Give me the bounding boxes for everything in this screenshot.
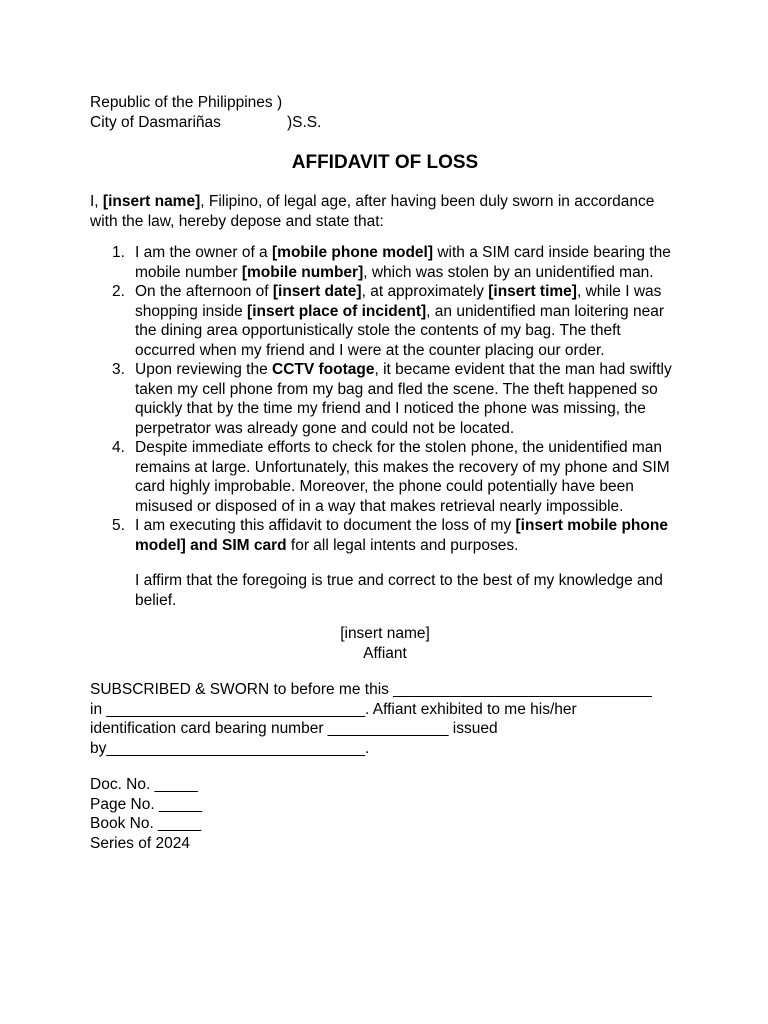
statement-number: 5. (112, 517, 125, 534)
affirmation-paragraph: I affirm that the foregoing is true and correct to the best of my knowledge and belief. (135, 572, 663, 609)
statement-item (90, 360, 680, 438)
statement-placeholder: [insert time] (488, 283, 577, 300)
jurat-line: SUBSCRIBED & SWORN to before me this ______________________________ (90, 681, 652, 698)
statement-placeholder: CCTV footage (272, 361, 375, 378)
intro-paragraph (90, 192, 680, 231)
statement-text: , which was stolen by an unidentified man. (363, 263, 654, 281)
statement-item (90, 438, 680, 516)
statement-placeholder: [insert mobile phone model] and SIM card (135, 517, 668, 554)
jurat-line: in ______________________________. Affiant exhibited to me his/her (90, 700, 577, 718)
statement-number: 3. (112, 361, 125, 378)
series-year: Series of 2024 (90, 834, 190, 852)
venue-country: Republic of the Philippines ) (90, 94, 283, 111)
statement-text: for all legal intents and purposes. (286, 536, 519, 554)
statement-placeholder: [insert place of incident] (247, 302, 427, 320)
statement-text: Upon reviewing the (135, 361, 272, 378)
jurat-line: identification card bearing number ______________ issued (90, 720, 498, 737)
statement-placeholder: [mobile phone model] (272, 244, 434, 261)
book-number: Book No. _____ (90, 815, 202, 832)
affidavit-document (90, 93, 680, 853)
statement-placeholder: [mobile number] (241, 263, 364, 281)
intro-name: [insert name] (102, 193, 201, 210)
notarial-register-block (90, 775, 680, 853)
statement-text: I am executing this affidavit to document the loss of my (135, 517, 516, 534)
statement-item (90, 243, 680, 282)
statement-text: , at approximately (361, 283, 489, 300)
signature-name: [insert name] (340, 625, 430, 642)
venue-block (90, 93, 680, 132)
statement-text: I am the owner of a (135, 244, 272, 261)
statement-text: On the afternoon of (135, 283, 273, 300)
signature-role: Affiant (363, 644, 407, 662)
document-title: AFFIDAVIT OF LOSS (291, 152, 479, 173)
venue-ss: )S.S. (287, 113, 322, 131)
statement-number: 4. (112, 439, 125, 456)
statement-number: 1. (112, 244, 125, 261)
page-number: Page No. _____ (90, 795, 203, 813)
statement-item (90, 516, 680, 555)
statement-number: 2. (112, 283, 125, 300)
intro-pre: I, (90, 193, 103, 210)
statement-placeholder: [insert date] (272, 283, 362, 300)
statement-text: , it became evident that the man had swiftly taken my cell phone from my bag and fled the scene. The theft happened so quickly that by the time my friend and I noticed the phone was missing, the perpetrator was already gone and could not be located. (135, 361, 672, 437)
statement-item (90, 282, 680, 360)
intro-post: , Filipino, of legal age, after having been duly sworn in accordance with the law, hereby depose and state that: (90, 193, 655, 230)
statement-list (90, 243, 680, 555)
venue-city: City of Dasmariñas (90, 113, 221, 131)
signature-block (90, 624, 680, 663)
statement-text: , an unidentified man loitering near the dining area opportunistically stole the contents of my bag. The theft occurred when my friend and I were at the counter placing our order. (135, 302, 664, 359)
statement-text: , while I was shopping inside (135, 283, 662, 320)
jurat-line: by______________________________. (90, 739, 370, 757)
venue-city-line (90, 113, 680, 133)
statement-text: with a SIM card inside bearing the mobile number (135, 244, 671, 281)
jurat-block (90, 680, 680, 758)
doc-number: Doc. No. _____ (90, 776, 198, 793)
statement-text: Despite immediate efforts to check for the stolen phone, the unidentified man remains at large. Unfortunately, this makes the recovery of my phone and SIM card highly improbable. Moreover, the phone could potentially have been misused or disposed of in a way that makes retrieval nearly impossible. (135, 439, 670, 515)
